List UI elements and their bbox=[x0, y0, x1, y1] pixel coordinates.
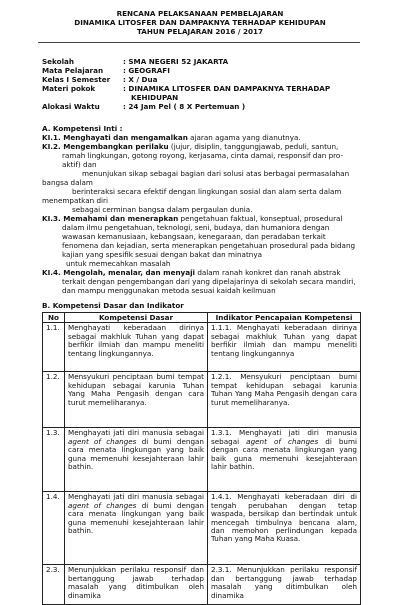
kd-heading: B. Kompetensi Dasar dan Indikator bbox=[42, 301, 184, 310]
indikator-no: 1.2.1. bbox=[211, 372, 232, 382]
alokasi-label: Alokasi Waktu bbox=[42, 102, 100, 111]
indikator-text: Menghayati keberadaan dirinya sebagai makhluk Tuhan yang dapat berfikir ilmiah dan mampu meneliti tentang lingkungannya bbox=[211, 323, 357, 358]
indikator-no: 1.4.1. bbox=[211, 492, 232, 502]
row-indikator bbox=[208, 372, 361, 428]
col-kd-header: Kompetensi Dasar bbox=[65, 313, 208, 323]
ki4-line-3: dan mampu menggunakan metoda sesuai kaidah keilmuan bbox=[62, 286, 276, 295]
row-kd bbox=[65, 492, 208, 565]
row-no: 1.3. bbox=[43, 428, 65, 492]
ki4-text: dalam ranah konkret dan ranah abstrak bbox=[195, 268, 341, 277]
kelas-label: Kelas I Semester bbox=[42, 75, 111, 84]
mapel-value: : GEOGRAFI bbox=[123, 66, 170, 75]
ki2-line-5: bangsa dalam bbox=[42, 178, 93, 187]
materi-label: Materi pokok bbox=[42, 84, 96, 93]
row-no: 2.3. bbox=[43, 565, 65, 605]
indikator-text-pre: Menghayati jati diri manusia sebagai bbox=[211, 428, 357, 446]
ki3-line-6: untuk memecahkan masalah bbox=[66, 259, 171, 268]
indikator-text: Menghayati keberadaan diri di tengah perubahan dengan tetap waspada, bersikap dan bertindak untuk mencegah timbulnya bencana alam, dan memohon perlindungan kepada Tuhan yang Maha Kuasa. bbox=[211, 492, 357, 544]
kd-text-pre: Menghayati jati diri manusia sebagai bbox=[68, 428, 204, 438]
sekolah-value: : SMA NEGERI 52 JAKARTA bbox=[123, 57, 229, 66]
row-indikator bbox=[208, 565, 361, 605]
ki1-title: KI.1. Menghayati dan mengamalkan bbox=[42, 133, 188, 142]
ki3-line-4: fenomena dan kejadian, serta menerapkan pengetahuan prosedural pada bidang bbox=[62, 241, 356, 250]
indikator-text: Menunjukkan perilaku responsif dan bertanggung jawab terhadap masalah yang ditimbulkan oleh dinamika bbox=[211, 565, 357, 600]
table-row bbox=[43, 565, 361, 605]
ki-heading: A. Kompetensi Inti : bbox=[42, 124, 123, 133]
ki2-line-6: berinteraksi secara efektif dengan lingkungan sosial dan alam serta dalam bbox=[72, 187, 342, 196]
ki2-line-7: menempatkan diri bbox=[42, 196, 108, 205]
row-kd: Mensyukuri penciptaan bumi tempat kehidupan sebagai karunia Tuhan Yang Maha Pengasih dengan cara turut memeliharanya. bbox=[65, 372, 208, 428]
kd-table-header bbox=[43, 313, 361, 323]
doc-title-line-2: DINAMIKA LITOSFER DAN DAMPAKNYA TERHADAP KEHIDUPAN bbox=[74, 18, 326, 27]
table-row bbox=[43, 428, 361, 492]
kd-text-pre: Menghayati jati diri manusia sebagai bbox=[68, 492, 204, 502]
kd-text-post: di bumi dengan cara menata lingkungan yang baik guna memenuhi kesejahteraan lahir bathin. bbox=[68, 436, 204, 472]
ki3-text: pengetahuan faktual, konseptual, prosedural bbox=[178, 214, 343, 223]
ki3-line-5: kajian yang spesifik sesuai dengan bakat dan minatnya bbox=[62, 250, 262, 259]
kd-text-italic: agent of changes bbox=[68, 500, 137, 510]
table-row bbox=[43, 372, 361, 428]
row-no: 1.1. bbox=[43, 323, 65, 372]
row-no: 1.2. bbox=[43, 372, 65, 428]
doc-title-line-1: RENCANA PELAKSANAAN PEMBELAJARAN bbox=[116, 9, 284, 18]
row-kd: Menghayati keberadaan dirinya sebagai makhluk Tuhan yang dapat berfikir ilmiah dan mampu meneliti tentang lingkungannya. bbox=[65, 323, 208, 372]
row-indikator bbox=[208, 492, 361, 565]
mapel-label: Mata Pelajaran bbox=[42, 66, 104, 75]
indikator-text: Mensyukuri penciptaan bumi tempat kehidupan sebagai karunia Tuhan Yang Maha Pengasih dengan cara turut memeliharanya. bbox=[211, 372, 357, 407]
ki2-line-2: ramah lingkungan, gotong royong, kerjasama, cinta damai, responsif dan pro- bbox=[62, 151, 344, 160]
title-divider bbox=[38, 42, 360, 43]
row-kd bbox=[65, 428, 208, 492]
table-row bbox=[43, 323, 361, 372]
row-kd: Menunjukkan perilaku responsif dan bertanggung jawab terhadap masalah yang ditimbulkan oleh dinamika bbox=[65, 565, 208, 605]
ki2-line-3: aktif) dan bbox=[62, 160, 97, 169]
indikator-no: 1.3.1. bbox=[211, 428, 232, 438]
indikator-text-post: di bumi dengan cara menata lingkungan yang baik guna memenuhi kesejahteraan lahir bathin. bbox=[211, 436, 357, 472]
doc-title-line-3: TAHUN PELAJARAN 2016 / 2017 bbox=[136, 27, 264, 36]
ki2-line-8: sebagai cerminan bangsa dalam pergaulan dunia. bbox=[72, 205, 253, 214]
kelas-value: : X / Dua bbox=[123, 75, 158, 84]
col-indikator-header: Indikator Pencapaian Kompetensi bbox=[208, 313, 361, 323]
alokasi-value: : 24 Jam Pel ( 8 X Pertemuan ) bbox=[123, 102, 246, 111]
ki2-text: (jujur, disiplin, tanggungjawab, peduli, santun, bbox=[168, 142, 339, 151]
materi-value: : DINAMIKA LITOSFER DAN DAMPAKNYA TERHADAP bbox=[123, 84, 331, 93]
indikator-no: 2.3.1. bbox=[211, 565, 232, 575]
ki4-line-2: terkait dengan pengembangan dari yang dipelajarinya di sekolah secara mandiri, bbox=[62, 277, 356, 286]
ki1-text: ajaran agama yang dianutnya. bbox=[187, 133, 301, 142]
ki2-line-4: menunjukan sikap sebagai bagian dari solusi atas berbagai permasalahan bbox=[82, 169, 350, 178]
ki4-title: KI.4. Mengolah, menalar, dan menyaji bbox=[42, 268, 196, 277]
row-indikator bbox=[208, 428, 361, 492]
materi-value-cont: KEHIDUPAN bbox=[131, 93, 179, 102]
indikator-no: 1.1.1. bbox=[211, 323, 232, 333]
ki3-line-2: dalam ilmu pengetahuan, teknologi, seni, budaya, dan humaniora dengan bbox=[62, 223, 330, 232]
kd-table bbox=[42, 312, 361, 605]
sekolah-label: Sekolah bbox=[42, 57, 75, 66]
table-row bbox=[43, 492, 361, 565]
col-no-header: No bbox=[43, 313, 65, 323]
kd-text-post: di bumi dengan cara menata lingkungan yang baik guna memenuhi kesejahteraan lahir bathin. bbox=[68, 500, 204, 536]
ki3-title: KI.3. Memahami dan menerapkan bbox=[42, 214, 179, 223]
indikator-text-italic: agent of changes bbox=[246, 436, 319, 446]
ki2-title: KI.2. Mengembangkan perilaku bbox=[42, 142, 169, 151]
kd-text-italic: agent of changes bbox=[68, 436, 137, 446]
ki3-line-3: wawasan kemanusiaan, kebangsaan, kenegaraan, dan peradaban terkait bbox=[62, 232, 326, 241]
row-indikator bbox=[208, 323, 361, 372]
row-no: 1.4. bbox=[43, 492, 65, 565]
